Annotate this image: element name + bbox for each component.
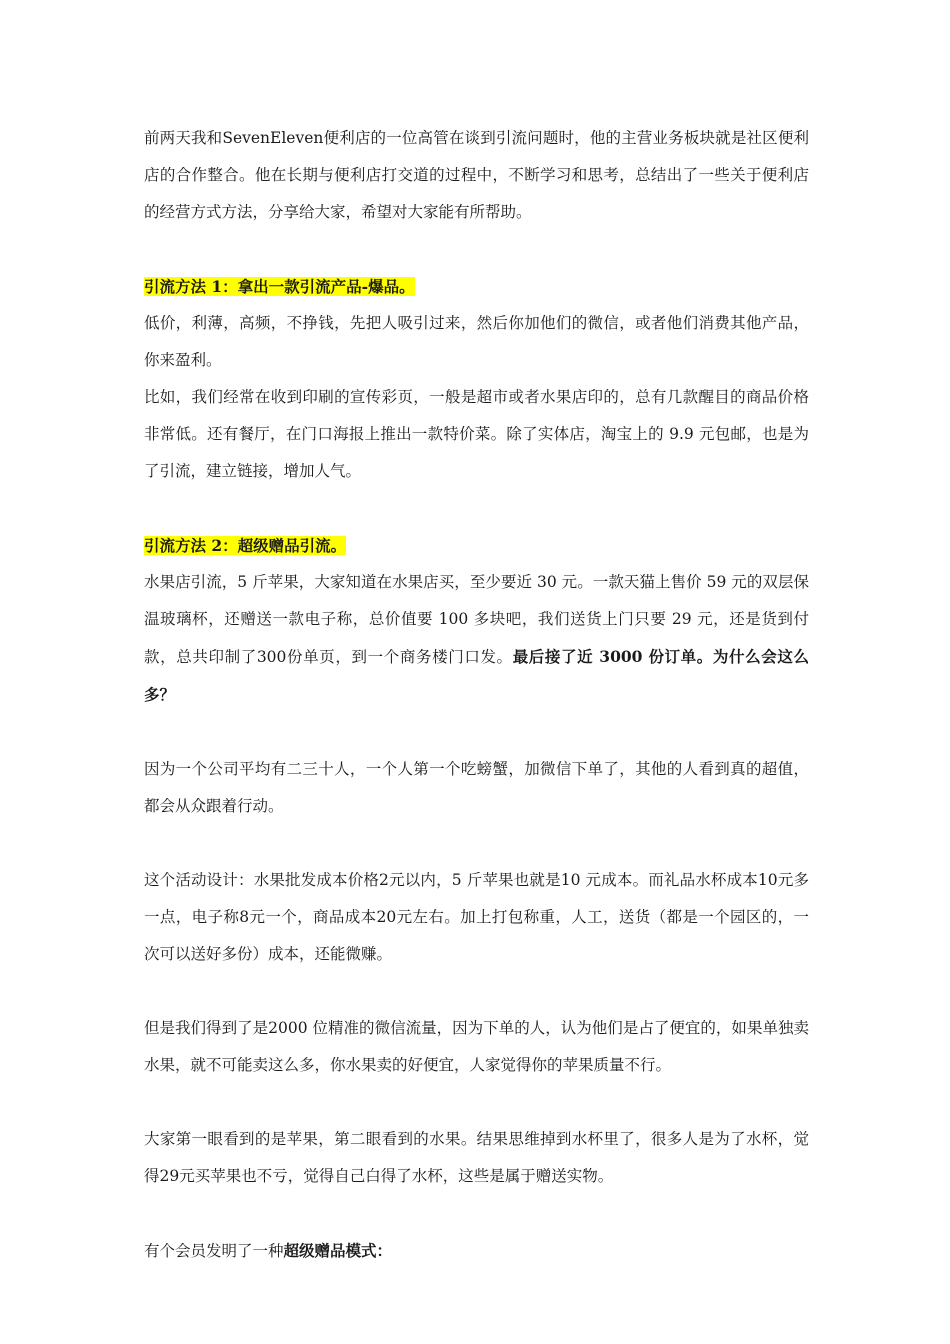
method2-paragraph-6-text: 有个会员发明了一种 <box>144 1242 284 1260</box>
method1-paragraph-1: 低价，利薄，高频，不挣钱，先把人吸引过来，然后你加他们的微信，或者他们消费其他产品，你来盈利。 <box>144 314 809 369</box>
spacer <box>144 231 809 268</box>
spacer <box>144 973 809 1010</box>
spacer <box>144 825 809 862</box>
method2-paragraph-1-bold: 最后接了近 3000 份订单。为什么会这么多？ <box>144 647 810 704</box>
method2-paragraph-2: 因为一个公司平均有二三十人，一个人第一个吃螃蟹，加微信下单了，其他的人看到真的超值，都会从众跟着行动。 <box>144 760 809 815</box>
method2-heading <box>144 527 809 564</box>
method1-paragraph-2: 比如，我们经常在收到印刷的宣传彩页，一般是超市或者水果店印的，总有几款醒目的商品价格非常低。还有餐厅，在门口海报上推出一款特价菜。除了实体店，淘宝上的 9.9 元包邮，也是为了引流，建立链接，增加人气。 <box>144 388 809 480</box>
method1-heading <box>144 268 809 305</box>
method2-heading-highlight: 引流方法 2：超级赠品引流。 <box>144 536 347 555</box>
method2-paragraph-5: 大家第一眼看到的是苹果，第二眼看到的水果。结果思维掉到水杯里了，很多人是为了水杯，觉得29元买苹果也不亏，觉得自己白得了水杯，这些是属于赠送实物。 <box>144 1130 809 1185</box>
spacer <box>144 1084 809 1121</box>
method2-paragraph-4: 但是我们得到了是2000 位精准的微信流量，因为下单的人，认为他们是占了便宜的，如果单独卖水果，就不可能卖这么多，你水果卖的好便宜，人家觉得你的苹果质量不行。 <box>144 1019 809 1074</box>
intro-paragraph: 前两天我和SevenEleven便利店的一位高管在谈到引流问题时，他的主营业务板块就是社区便利店的合作整合。他在长期与便利店打交道的过程中，不断学习和思考，总结出了一些关于便利店的经营方式方法，分享给大家，希望对大家能有所帮助。 <box>144 129 809 221</box>
method2-paragraph-6-bold: 超级赠品模式： <box>283 1241 393 1260</box>
method1-heading-highlight: 引流方法 1：拿出一款引流产品-爆品。 <box>144 277 415 296</box>
spacer <box>144 490 809 527</box>
method2-paragraph-3: 这个活动设计：水果批发成本价格2元以内，5 斤苹果也就是10 元成本。而礼品水杯成本10元多一点，电子称8元一个，商品成本20元左右。加上打包称重，人工，送货（都是一个园区的，一次可以送好多份）成本，还能微赚。 <box>144 871 809 963</box>
method2-paragraph-6 <box>144 1232 809 1270</box>
method2-paragraph-1 <box>144 564 809 714</box>
spacer <box>144 1195 809 1232</box>
method2-paragraph-1-text: 水果店引流，5 斤苹果，大家知道在水果店买，至少要近 30 元。一款天猫上售价 59 元的双层保温玻璃杯，还赠送一款电子称，总价值要 100 多块吧，我们送货上门只要 29 元，还是货到付款，总共印制了300份单页，到一个商务楼门口发。 <box>144 573 809 666</box>
spacer <box>144 714 809 751</box>
article-body <box>144 120 809 1270</box>
